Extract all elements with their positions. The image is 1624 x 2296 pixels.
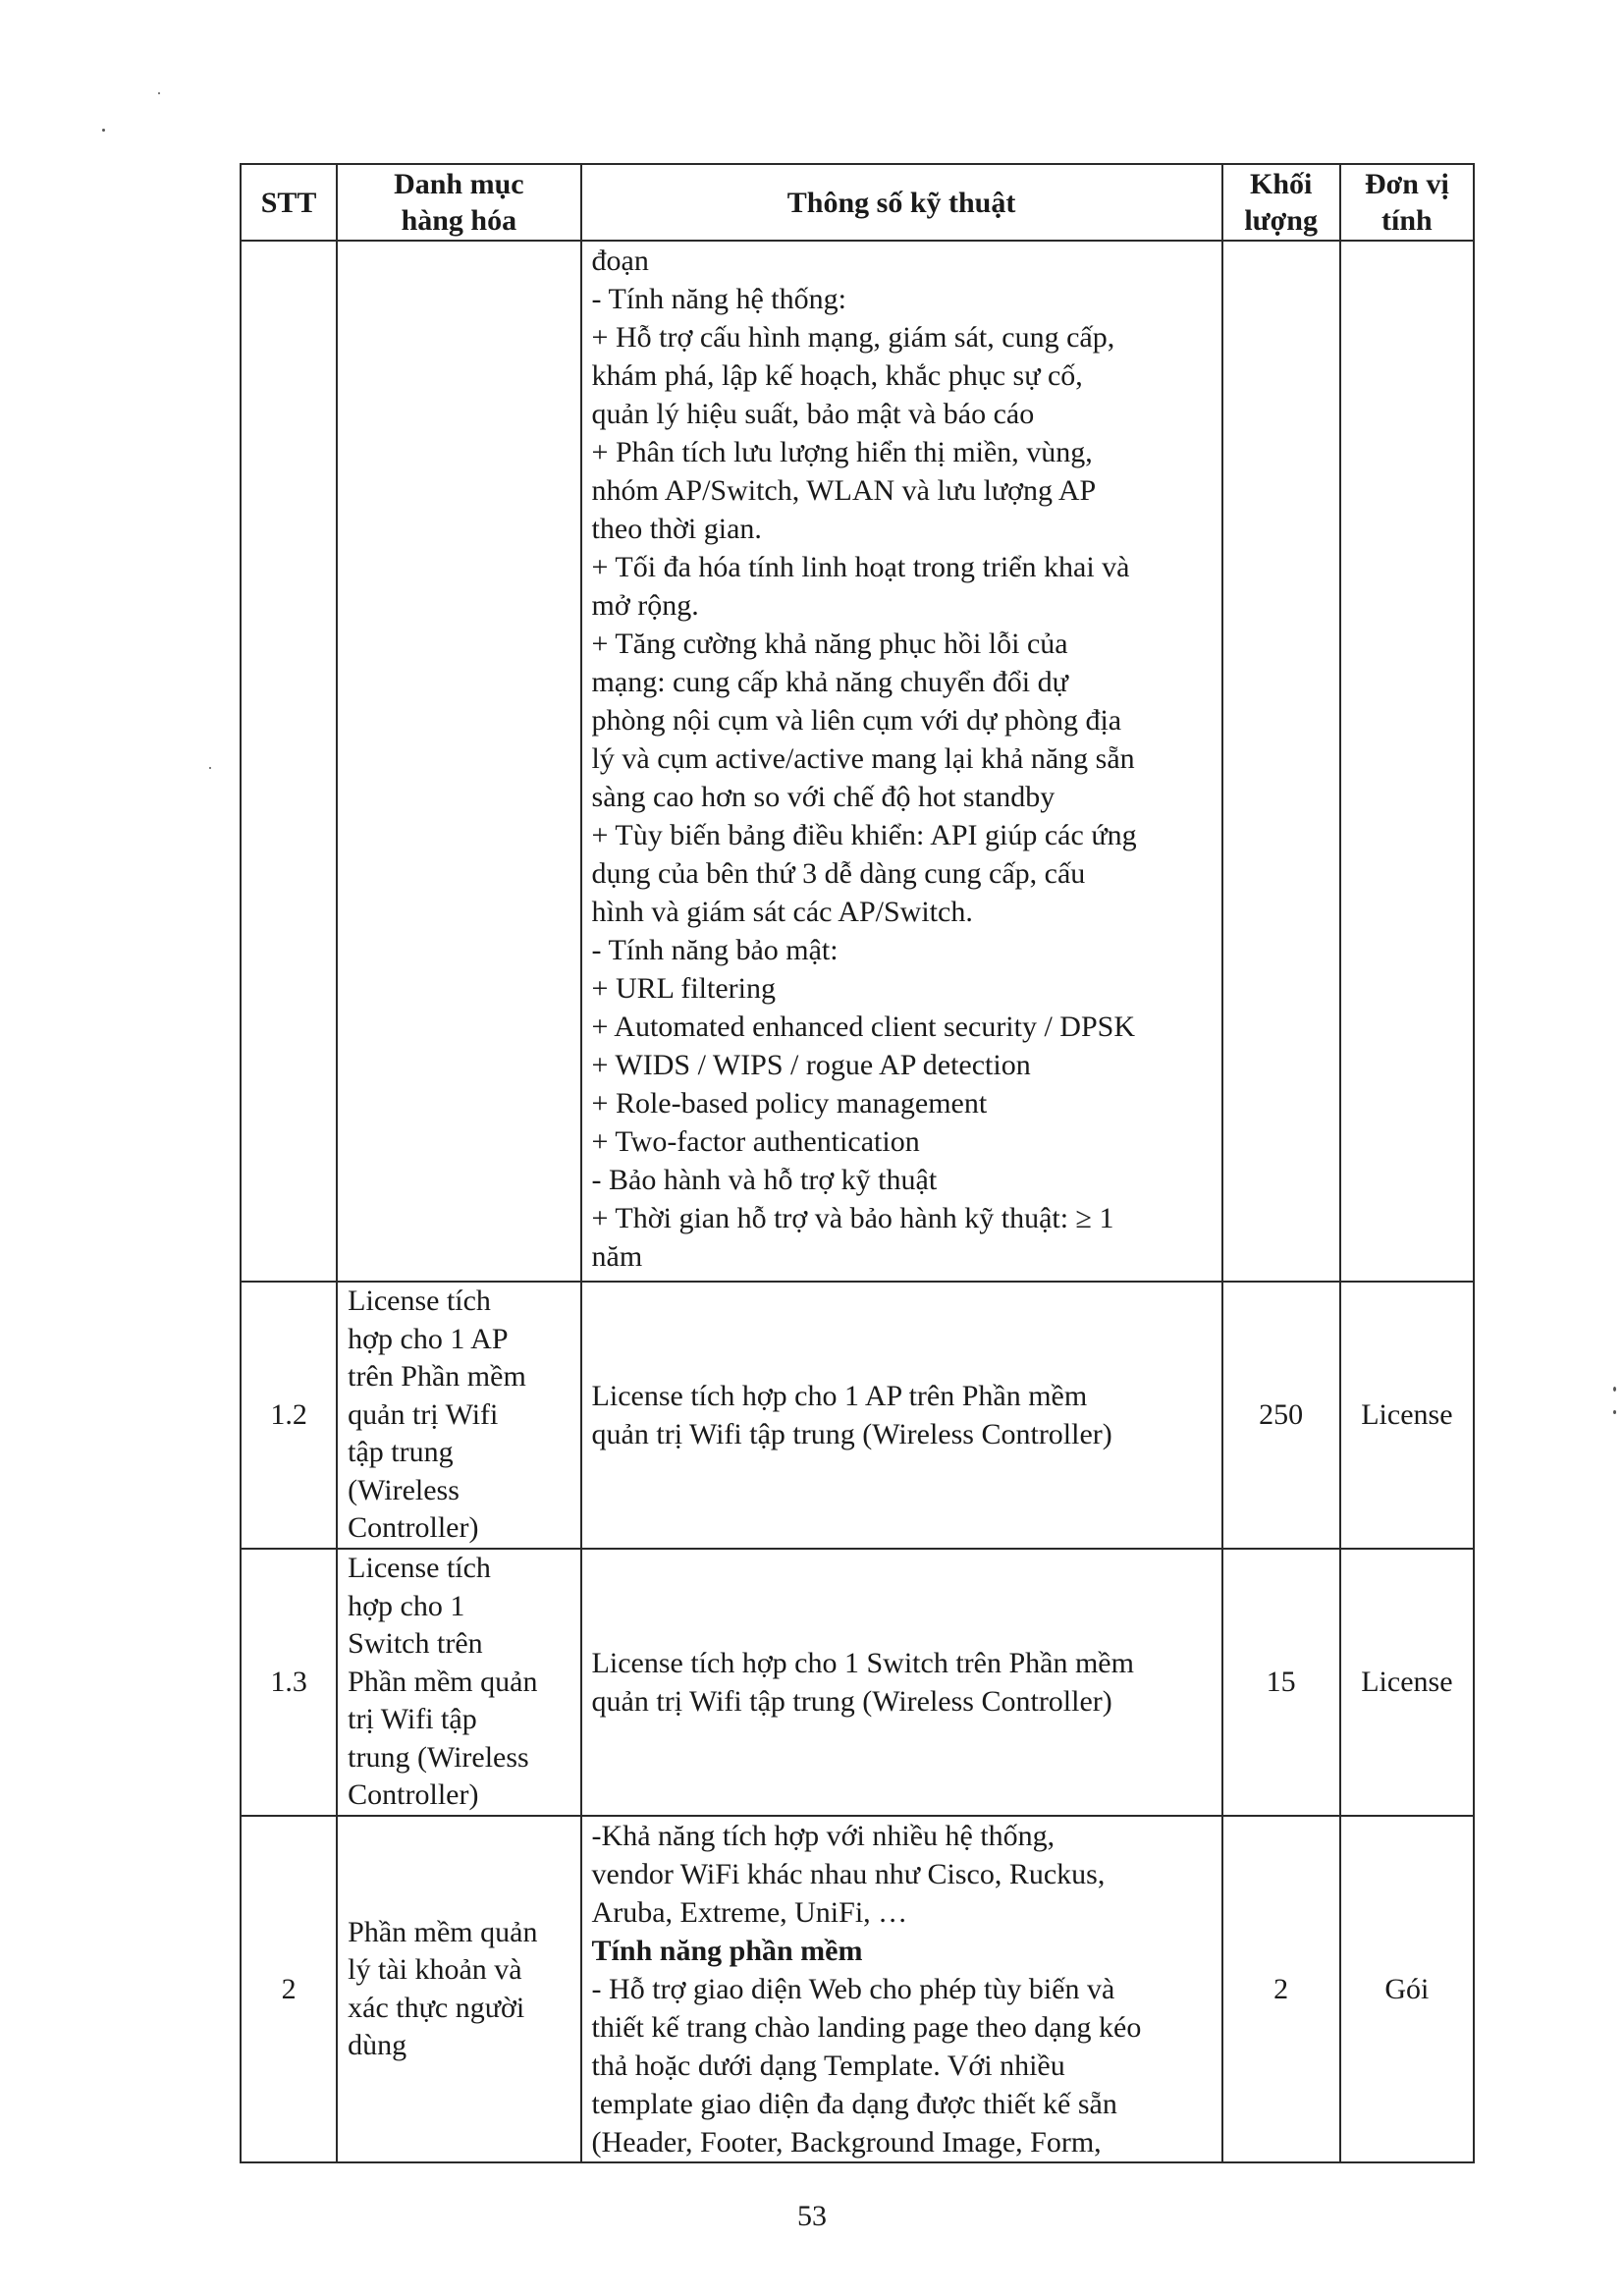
row-unit	[1340, 241, 1474, 1282]
text-line: + Phân tích lưu lượng hiển thị miền, vùng,	[591, 436, 1093, 468]
text-line: License tích	[348, 1285, 491, 1318]
text-line: lý tài khoản và	[348, 1953, 522, 1986]
row-category	[337, 1549, 580, 1816]
text-line: lý và cụm active/active mang lại khả năng sẵn	[591, 742, 1135, 775]
text-line: + URL filtering	[591, 972, 776, 1005]
text-line: hình và giám sát các AP/Switch.	[591, 896, 973, 928]
text-line: đoạn	[591, 245, 649, 277]
text-line: License tích hợp cho 1 Switch trên Phần mềm	[591, 1647, 1134, 1679]
page-number: 53	[797, 2200, 827, 2232]
table-row	[241, 1282, 1474, 1549]
text-line: xác thực người	[348, 1991, 525, 2024]
text-line: + Tăng cường khả năng phục hồi lỗi của	[591, 628, 1068, 660]
text-line: khám phá, lập kế hoạch, khắc phục sự cố,	[591, 359, 1083, 392]
header-unit	[1340, 164, 1474, 241]
scan-speck	[158, 92, 160, 94]
text-line: (Header, Footer, Background Image, Form,	[591, 2126, 1102, 2159]
text-line: Switch trên	[348, 1627, 483, 1661]
row-spec	[581, 1282, 1222, 1549]
row-quantity: 2	[1222, 1816, 1340, 2162]
text-line: + Role-based policy management	[591, 1087, 988, 1120]
text-line: trên Phần mềm	[348, 1360, 526, 1394]
row-quantity	[1222, 241, 1340, 1282]
row-unit: Gói	[1340, 1816, 1474, 2162]
scan-speck	[209, 767, 211, 769]
row-stt	[241, 241, 337, 1282]
text-line: - Bảo hành và hỗ trợ kỹ thuật	[591, 1164, 938, 1196]
row-spec	[581, 1549, 1222, 1816]
text-line: quản trị Wifi tập trung (Wireless Controller)	[591, 1685, 1112, 1718]
text-line: + Tùy biến bảng điều khiển: API giúp các ứng	[591, 819, 1137, 851]
text-line: -Khả năng tích hợp với nhiều hệ thống,	[591, 1820, 1056, 1852]
text-line: template giao diện đa dạng được thiết kế sẵn	[591, 2088, 1117, 2120]
text-line: Controller)	[348, 1511, 479, 1545]
text-line: theo thời gian.	[591, 513, 762, 545]
header-category	[337, 164, 580, 241]
header-spec: Thông số kỹ thuật	[581, 164, 1222, 241]
text-line: mạng: cung cấp khả năng chuyển đổi dự	[591, 666, 1068, 698]
table-row	[241, 1816, 1474, 2162]
text-line: (Wireless	[348, 1473, 460, 1506]
text-line: tập trung	[348, 1436, 454, 1469]
header-stt: STT	[241, 164, 337, 241]
scan-speck	[102, 129, 105, 132]
row-quantity: 250	[1222, 1282, 1340, 1549]
text-line: License tích	[348, 1552, 491, 1585]
row-category	[337, 241, 580, 1282]
header-quantity-line: lượng	[1244, 204, 1318, 237]
text-line: Phần mềm quản	[348, 1915, 538, 1948]
header-category-line: hàng hóa	[401, 204, 517, 237]
scan-speck	[1613, 1410, 1616, 1414]
text-line: vendor WiFi khác nhau như Cisco, Ruckus,	[591, 1858, 1106, 1890]
header-quantity	[1222, 164, 1340, 241]
row-category	[337, 1282, 580, 1549]
header-quantity-line: Khối	[1249, 168, 1313, 200]
text-line: dụng của bên thứ 3 dễ dàng cung cấp, cấu	[591, 857, 1086, 890]
text-line: mở rộng.	[591, 589, 699, 622]
row-stt: 1.2	[241, 1282, 337, 1549]
scan-speck	[1613, 1387, 1616, 1392]
row-stt: 2	[241, 1816, 337, 2162]
specification-table	[240, 163, 1475, 2163]
text-line: dùng	[348, 2029, 407, 2061]
text-line: - Tính năng bảo mật:	[591, 934, 839, 966]
row-quantity: 15	[1222, 1549, 1340, 1816]
text-line: Phần mềm quản	[348, 1665, 538, 1698]
header-unit-line: Đơn vị	[1364, 168, 1449, 200]
text-line: hợp cho 1	[348, 1589, 465, 1622]
text-line: sàng cao hơn so với chế độ hot standby	[591, 781, 1056, 813]
text-line: trị Wifi tập	[348, 1703, 477, 1736]
text-line: + WIDS / WIPS / rogue AP detection	[591, 1049, 1031, 1081]
text-line: hợp cho 1 AP	[348, 1322, 509, 1355]
text-line: trung (Wireless	[348, 1740, 529, 1774]
row-category	[337, 1816, 580, 2162]
text-line: năm	[591, 1240, 643, 1273]
text-line: + Tối đa hóa tính linh hoạt trong triển khai và	[591, 551, 1130, 583]
text-line: nhóm AP/Switch, WLAN và lưu lượng AP	[591, 474, 1097, 507]
text-line: Tính năng phần mềm	[591, 1935, 863, 1967]
header-unit-line: tính	[1381, 204, 1433, 237]
table-row	[241, 1549, 1474, 1816]
row-spec	[581, 241, 1222, 1282]
text-line: Aruba, Extreme, UniFi, …	[591, 1896, 908, 1929]
row-spec	[581, 1816, 1222, 2162]
text-line: License tích hợp cho 1 AP trên Phần mềm	[591, 1380, 1088, 1412]
table-row	[241, 241, 1474, 1282]
text-line: + Hỗ trợ cấu hình mạng, giám sát, cung cấp,	[591, 321, 1115, 354]
text-line: + Two-factor authentication	[591, 1125, 920, 1158]
text-line: quản lý hiệu suất, bảo mật và báo cáo	[591, 398, 1035, 430]
text-line: thả hoặc dưới dạng Template. Với nhiều	[591, 2050, 1065, 2082]
text-line: phòng nội cụm và liên cụm với dự phòng địa	[591, 704, 1122, 737]
text-line: Controller)	[348, 1778, 479, 1812]
row-unit: License	[1340, 1549, 1474, 1816]
table-header-row	[241, 164, 1474, 241]
text-line: - Tính năng hệ thống:	[591, 283, 846, 315]
text-line: thiết kế trang chào landing page theo dạng kéo	[591, 2011, 1142, 2044]
header-category-line: Danh mục	[394, 168, 524, 200]
text-line: + Thời gian hỗ trợ và bảo hành kỹ thuật: ≥ 1	[591, 1202, 1114, 1234]
text-line: - Hỗ trợ giao diện Web cho phép tùy biến và	[591, 1973, 1115, 2005]
text-line: quản trị Wifi	[348, 1397, 499, 1431]
text-line: quản trị Wifi tập trung (Wireless Controller)	[591, 1418, 1112, 1450]
text-line: + Automated enhanced client security / DPSK	[591, 1011, 1136, 1043]
row-unit: License	[1340, 1282, 1474, 1549]
row-stt: 1.3	[241, 1549, 337, 1816]
